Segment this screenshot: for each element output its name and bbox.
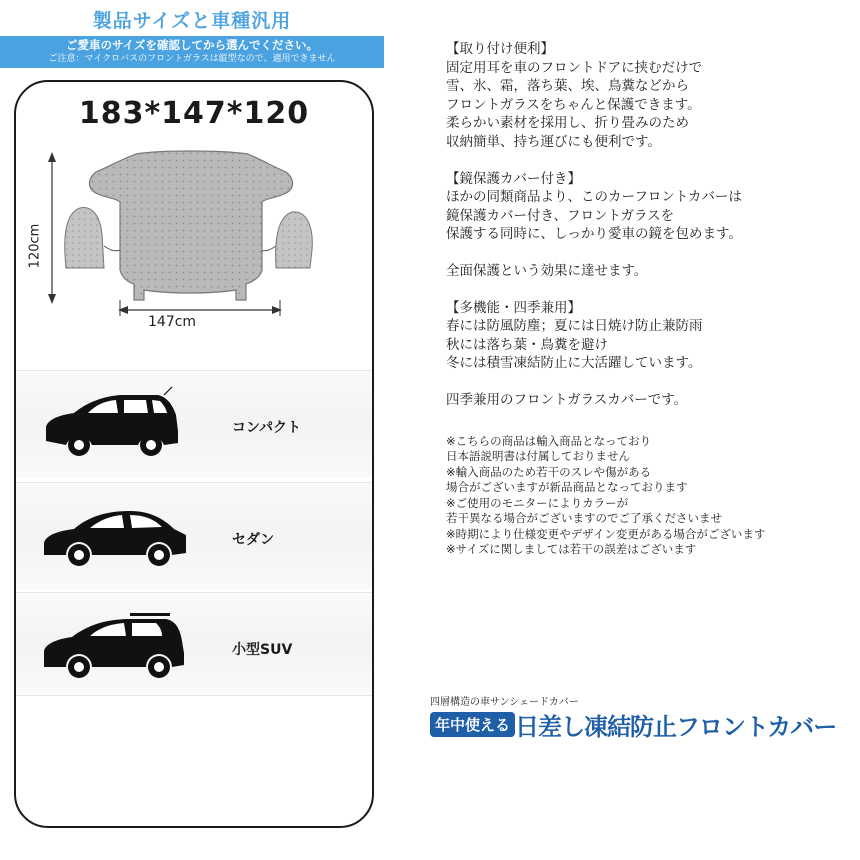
description-column: [446, 40, 856, 558]
car-type-compact: [16, 370, 372, 478]
height-label: 120cm: [27, 223, 43, 269]
section-line: 全面保護という効果に達せます。: [446, 262, 648, 279]
compact-car-icon: [40, 385, 190, 465]
notes-block: [446, 434, 856, 558]
section-installation: [446, 40, 856, 152]
section-line: 固定用耳を車のフロントドアに挟むだけで: [446, 59, 703, 76]
section-line: 柔らかい素材を採用し、折り畳みのため: [446, 115, 689, 132]
section-full-protection: [446, 262, 856, 281]
note-line: ※輸入商品のため若干のスレや傷がある: [446, 464, 652, 479]
car-label-compact: コンパクト: [232, 420, 302, 436]
section-line: 春には防風防塵；夏には日焼け防止兼防雨: [446, 318, 703, 335]
note-line: 場合がございますが新品商品となっております: [446, 480, 688, 494]
dimensions-text: 183*147*120: [78, 96, 310, 131]
section-line: ほかの同類商品より、このカーフロントカバーは: [446, 189, 742, 206]
banner-line-2: ご注意：マイクロバスのフロントガラスは縦型なので、適用できません: [48, 54, 336, 64]
section-mirror-cover: [446, 170, 856, 244]
section-line: 保護する同時に、しっかり愛車の鏡を包めます。: [446, 226, 742, 243]
note-line: ※ご使用のモニターによりカラーが: [446, 495, 629, 510]
car-label-suv: 小型SUV: [232, 642, 293, 658]
size-panel: [14, 80, 374, 828]
note-line: ※こちらの商品は輸入商品となっており: [446, 433, 652, 448]
notice-banner: [0, 36, 384, 68]
section-four-seasons: [446, 299, 856, 373]
section-heading: 【取り付け便利】: [446, 41, 554, 57]
note-line: ※サイズに関しましては若干の誤差はございます: [446, 542, 697, 556]
section-line: 雪、氷、霜，落ち葉、埃、鳥糞などから: [446, 78, 689, 95]
section-line: 四季兼用のフロントガラスカバーです。: [446, 391, 688, 408]
section-line: 収納簡単、持ち運びにも便利です。: [446, 133, 661, 150]
note-line: ※時期により仕様変更やデザイン変更がある場合がございます: [446, 526, 766, 541]
car-type-suv: [16, 592, 372, 696]
cover-diagram-icon: [40, 150, 340, 320]
section-heading: 【多機能・四季兼用】: [446, 299, 581, 316]
section-summary: [446, 391, 856, 410]
section-line: 冬には積雪凍結防止に大活躍しています。: [446, 355, 702, 372]
section-line: フロントガラスをちゃんと保護できます。: [446, 96, 701, 113]
width-label: 147cm: [148, 314, 197, 330]
note-line: 若干異なる場合がございますのでご了承くださいませ: [446, 511, 722, 525]
promo-subtitle: 四層構造の車サンシェードカバー: [430, 697, 579, 708]
car-type-sedan: [16, 482, 372, 590]
promo-title-block: [430, 707, 837, 741]
size-title: 製品サイズと車種汎用: [92, 10, 292, 32]
note-line: 日本語説明書は付属しておりません: [446, 449, 630, 463]
promo-badge: 年中使える: [430, 712, 515, 737]
sedan-car-icon: [40, 497, 190, 577]
product-size-column: [0, 0, 384, 860]
section-line: 鏡保護カバー付き、フロントガラスを: [446, 207, 675, 224]
promo-title: 日差し凍結防止フロントカバー: [515, 713, 837, 741]
suv-car-icon: [40, 607, 190, 687]
banner-line-1: ご愛車のサイズを確認してから選んでください。: [65, 38, 319, 52]
car-label-sedan: セダン: [232, 532, 275, 548]
section-line: 秋には落ち葉・鳥糞を避け: [446, 336, 608, 353]
section-heading: 【鏡保護カバー付き】: [446, 170, 581, 187]
